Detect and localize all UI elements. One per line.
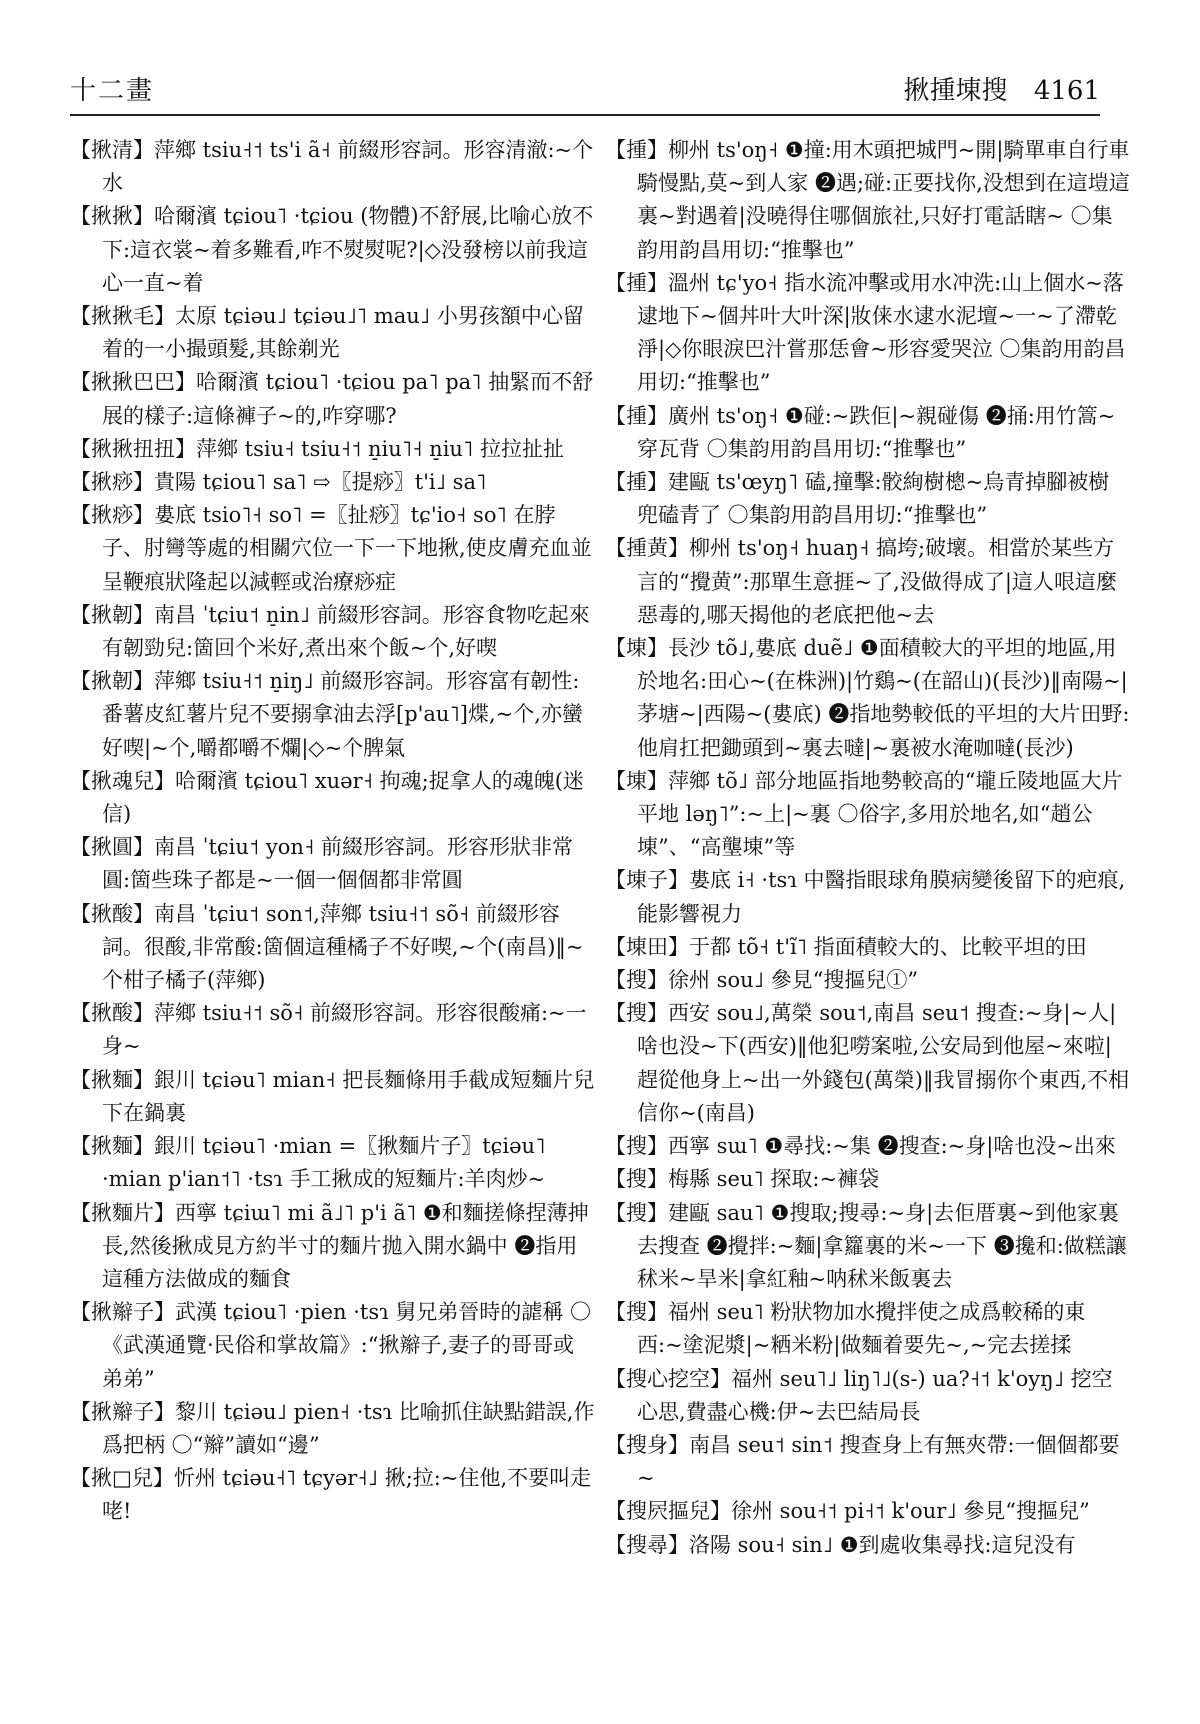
dictionary-entry: 【揪魂兒】哈爾濱 tɕiou˥ xuər˧ 拘魂;捉拿人的魂魄(迷信) [70,768,584,827]
dictionary-entry: 【揪揪巴巴】哈爾濱 tɕiou˥ ·tɕiou pa˥ pa˥ 抽緊而不舒展的樣子:這條褲子~的,咋穿哪? [70,370,594,428]
dictionary-entry: 【揪麵片】西寧 tɕiɯ˥ mi ã˩˥ p'i ã˥ ❶和麵搓條捏薄抻長,然後揪成見方約半寸的麵片拋入開水鍋中 ❷指用這種方法做成的麵食 [70,1200,589,1291]
dictionary-entry: 【揪清】萍鄉 tsiu˧˦ ts'i ã˧ 前綴形容詞。形容清澈:~个水 [70,138,594,196]
dictionary-entry: 【揪麵】銀川 tɕiəu˥ mian˧ 把長麵條用手截成短麵片兒下在鍋裏 [70,1067,595,1125]
dictionary-entry: 【埬】長沙 tõ˩,婁底 duẽ˩ ❶面積較大的平坦的地區,用於地名:田心~(在株洲)|竹鷄~(在韶山)(長沙)‖南陽~|茅塘~|西陽~(婁底) ❷指地勢較低的平坦的大片田野:他肩扛把鋤頭到~裏去噠|~裏被水淹咖噠(長沙) [605,636,1130,760]
dictionary-entry: 【揪麵】銀川 tɕiəu˥ ·mian =〖揪麵片子〗tɕiəu˥ ·mian p'ian˦˥ ·tsɿ 手工揪成的短麵片:羊肉炒~ [70,1134,546,1192]
dictionary-entry: 【揪□兒】忻州 tɕiəu˧˥ tɕyər˧˩ 揪;拉:~住他,不要叫走咾! [70,1466,592,1524]
dictionary-entry: 【揪韌】萍鄉 tsiu˧˦ n̠iŋ˩ 前綴形容詞。形容富有韌性:番薯皮紅薯片兒不要搦拿油去浮[p'au˥]煠,~个,亦蠻好喫|~个,嚼都嚼不爛|◇~个脾氣 [70,669,583,760]
dictionary-entry: 【搜尋】洛陽 sou˧ sin˩ ❶到處收集尋找:這兒没有 [605,1532,1076,1557]
dictionary-entry: 【揰黄】柳州 ts'oŋ˧ huaŋ˧ 搞垮;破壞。相當於某些方言的“攪黄”:那單生意捱~了,没做得成了|這人哏這麼惡毒的,哪天揭他的老底把他~去 [605,536,1117,627]
header-rule [70,114,1100,116]
dictionary-entry: 【搜】徐州 sou˩ 參見“搜摳兒①” [605,968,919,993]
dictionary-entry: 【搜】建甌 sau˥ ❶搜取;搜尋:~身|去佢厝裏~到他家裏去搜查 ❷攪拌:~麵|拿籮裏的米~一下 ❸攙和:做糕讓秫米~旱米|拿紅釉~呐秫米飯裏去 [605,1200,1127,1291]
dictionary-entry: 【揪酸】南昌 ˈtɕiu˦ son˦,萍鄉 tsiu˧˦ sõ˧ 前綴形容詞。很酸,非常酸:箇個這種橘子不好喫,~个(南昌)‖~个柑子橘子(萍鄉) [70,901,584,993]
dictionary-entry: 【揰】廣州 ts'oŋ˧ ❶碰:~跌佢|~親碰傷 ❷捅:用竹篙~穿瓦背 〇集韵用韵昌用切:“推擊也” [605,403,1116,461]
headword-range: 揪揰埬搜 [903,76,1008,106]
dictionary-entry: 【搜心挖空】福州 seu˥˩ liŋ˥˩(s-) ua?˧˦ k'oyŋ˩ 挖空心思,費盡心機:伊~去巴結局長 [605,1366,1113,1424]
dictionary-entry: 【揪痧】貴陽 tɕiou˥ sa˥ ⇨〖提痧〗t'i˩ sa˥ [70,470,487,495]
page-number: 4161 [1033,76,1100,106]
dictionary-entry: 【埬】萍鄉 tõ˩ 部分地區指地勢較高的“壠丘陵地區大片平地 ləŋ˥”:~上|~裏 〇俗字,多用於地名,如“趙公埬”、“高壟埬”等 [605,768,1123,860]
dictionary-entry: 【埬田】于都 tõ˧ t'ĩ˥ 指面積較大的、比較平坦的田 [605,934,1087,959]
dictionary-entry: 【揪韌】南昌 ˈtɕiu˦ n̠in˩ 前綴形容詞。形容食物吃起來有韌勁兒:箇回个米好,煮出來个飯~个,好喫 [70,602,590,661]
dictionary-entry: 【搜身】南昌 seu˦ sin˦ 搜查身上有無夾帶:一個個都要~ [605,1432,1120,1491]
dictionary-entry: 【揰】建甌 ts'œyŋ˥ 磕,撞擊:骹絢樹樬~烏青掉腳被樹兜磕青了 〇集韵用韵昌用切:“推擊也” [605,470,1110,528]
section-title: 十二畫 [70,76,155,106]
dictionary-entry: 【搜屄摳兒】徐州 sou˧˦ pi˧˦ k'our˩ 參見“搜摳兒” [605,1499,1090,1524]
dictionary-entry: 【埬子】婁底 i˧ ·tsɿ 中醫指眼球角膜病變後留下的疤痕,能影響視力 [605,868,1126,926]
dictionary-entry: 【揰】柳州 ts'oŋ˧ ❶撞:用木頭把城門~開|騎單車自行車騎慢點,莫~到人家 ❷遇;碰:正要找你,没想到在這塏這裏~對遇着|没曉得住哪個旅社,只好打電話瞎~ 〇集韵用韵昌用切:“推擊也” [605,138,1130,262]
dictionary-entry: 【揪揪毛】太原 tɕiəu˩ tɕiəu˩˥ mau˩ 小男孩額中心留着的一小撮頭髮,其餘剃光 [70,304,584,362]
right-column [605,134,1130,1562]
running-head [904,70,1100,107]
dictionary-entry: 【揪圓】南昌 ˈtɕiu˦ yon˧ 前綴形容詞。形容形狀非常圓:箇些珠子都是~一個一個個都非常圓 [70,835,573,893]
dictionary-entry: 【揪痧】婁底 tsio˥˧ so˥ =〖扯痧〗tɕ'io˧ so˥ 在脖子、肘彎等處的相關穴位一下一下地揪,使皮膚充血並呈鞭痕狀隆起以減輕或治療痧症 [70,503,592,594]
dictionary-entry: 【搜】西安 sou˩,萬榮 sou˦,南昌 seu˦ 搜查:~身|~人|啥也没~下(西安)‖他犯嘮案啦,公安局到他屋~來啦|趕從他身上~出一外錢包(萬榮)‖我冒搦你个東西,不相信你~(南昌) [605,1001,1130,1125]
dictionary-entry: 【搜】西寧 sɯ˥ ❶尋找:~集 ❷搜查:~身|啥也没~出來 [605,1134,1116,1159]
dictionary-entry: 【揪辮子】武漢 tɕiou˥ ·pien ·tsɿ 舅兄弟晉時的謔稱 〇《武漢通覽·民俗和掌故篇》:“揪辮子,妻子的哥哥或弟弟” [70,1300,591,1391]
dictionary-entry: 【揰】溫州 tɕ'yo˧ 指水流冲擊或用水冲洗:山上個水~落逮地下~個丼叶大叶深|妝俫水逮水泥壇~一~了滯乾淨|◇你眼淚巴汁嘗那恁會~形容愛哭泣 〇集韵用韵昌用切:“推擊也” [605,270,1126,395]
dictionary-entry: 【搜】梅縣 seu˥ 探取:~褲袋 [605,1167,880,1192]
left-column [70,134,595,1529]
dictionary-entry: 【揪辮子】黎川 tɕiəu˩ pien˧ ·tsɿ 比喻抓住缺點錯誤,作爲把柄 〇“辮”讀如“邊” [70,1399,595,1457]
page-header [70,70,1100,112]
dictionary-entry: 【搜】福州 seu˥ 粉狀物加水攪拌使之成爲較稀的東西:~塗泥漿|~粞米粉|做麵着要先~,~完去搓揉 [605,1300,1086,1358]
dictionary-entry: 【揪揪】哈爾濱 tɕiou˥ ·tɕiou (物體)不舒展,比喻心放不下:這衣裳~着多難看,咋不熨熨呢?|◇没發榜以前我這心一直~着 [70,204,594,295]
dictionary-entry: 【揪酸】萍鄉 tsiu˧˦ sõ˧ 前綴形容詞。形容很酸痛:~一身~ [70,1001,587,1059]
dictionary-entry: 【揪揪扭扭】萍鄉 tsiu˧ tsiu˧˦ n̠iu˥˧ n̠iu˥ 拉拉扯扯 [70,436,564,461]
